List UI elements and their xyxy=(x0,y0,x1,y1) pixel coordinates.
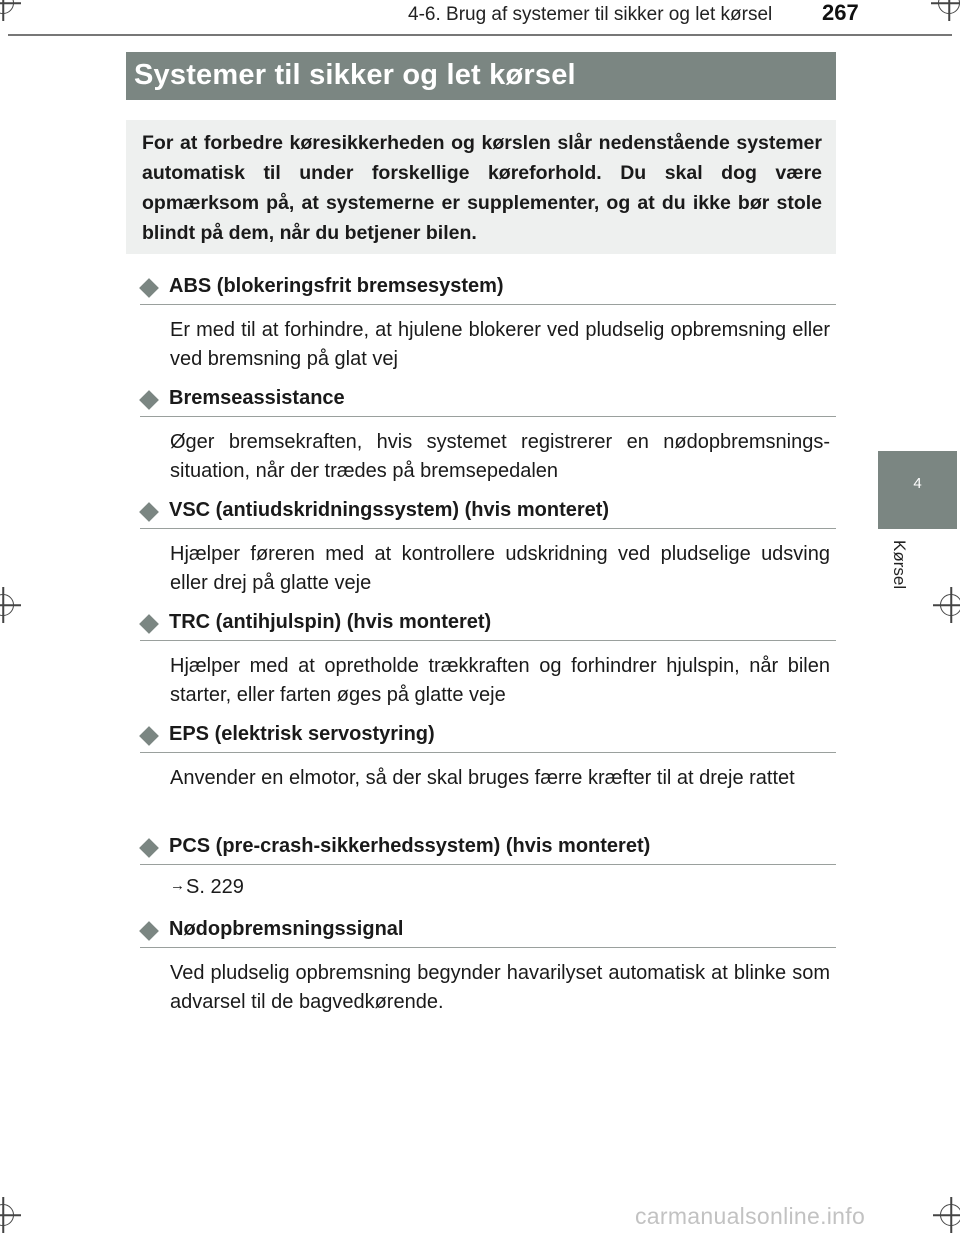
feature-description-brake-assist: Øger bremsekraften, hvis systemet registrerer en nødopbremsnings-situation, når der trædes på bremsepedalen xyxy=(170,431,830,482)
header-divider xyxy=(8,34,952,36)
feature-heading-text: ABS (blokeringsfrit bremsesystem) xyxy=(169,275,504,297)
footer-watermark: carmanualsonline.info xyxy=(635,1203,866,1229)
diamond-icon xyxy=(139,614,159,634)
feature-heading-text: VSC (antiudskridningssystem) (hvis monteret) xyxy=(169,499,610,521)
crop-mark-icon xyxy=(938,0,960,14)
feature-heading-text: PCS (pre-crash-sikkerhedssystem) (hvis monteret) xyxy=(169,835,651,857)
diamond-icon xyxy=(139,278,159,298)
page-number: 267 xyxy=(822,0,859,25)
feature-heading-emergency-signal xyxy=(140,914,836,948)
intro-text: For at forbedre køresikkerheden og kørslen slår nedenstående systemer automatisk til under forskellige køreforhold. Du skal dog være opmærksom på, at systemerne er supplementer, og at du ikke bør stole blindt på dem, når du betjener bilen. xyxy=(142,132,822,244)
feature-heading-text: EPS (elektrisk servostyring) xyxy=(169,723,435,745)
diamond-icon xyxy=(139,502,159,522)
feature-description-vsc: Hjælper føreren med at kontrollere udskridning ved pludselige udsving eller drej på glatte veje xyxy=(170,543,830,594)
feature-description-abs: Er med til at forhindre, at hjulene blokerer ved pludselig opbremsning eller ved bremsning på glat vej xyxy=(170,319,830,370)
feature-heading-text: Bremseassistance xyxy=(169,387,345,409)
feature-description-emergency-signal: Ved pludselig opbremsning begynder havarilyset automatisk at blinke som advarsel til de bagvedkørende. xyxy=(170,962,830,1013)
page-reference-link[interactable] xyxy=(170,876,244,899)
feature-heading-text: Nødopbremsningssignal xyxy=(169,918,404,940)
arrow-right-icon: → xyxy=(170,877,185,894)
section-title: Systemer til sikker og let kørsel xyxy=(126,52,836,100)
feature-heading-vsc xyxy=(140,495,836,529)
feature-heading-brake-assist xyxy=(140,383,836,417)
chapter-title: 4-6. Brug af systemer til sikker og let kørsel xyxy=(408,4,773,25)
feature-heading-abs xyxy=(140,271,836,305)
feature-heading-text: TRC (antihjulspin) (hvis monteret) xyxy=(169,611,492,633)
chapter-tab[interactable]: 4 xyxy=(878,451,957,529)
crop-mark-icon xyxy=(0,594,14,616)
feature-heading-pcs xyxy=(140,831,836,865)
crop-mark-icon xyxy=(0,0,14,14)
feature-heading-trc xyxy=(140,607,836,641)
intro-box xyxy=(126,120,836,254)
feature-description-eps: Anvender en elmotor, så der skal bruges færre kræfter til at dreje rattet xyxy=(170,767,795,789)
page-reference-text: S. 229 xyxy=(186,876,244,898)
diamond-icon xyxy=(139,390,159,410)
crop-mark-icon xyxy=(0,1204,14,1226)
chapter-tab-label: Kørsel xyxy=(890,540,909,590)
feature-description-trc: Hjælper med at opretholde trækkraften og forhindrer hjulspin, når bilen starter, eller farten øges på glatte veje xyxy=(170,655,830,706)
diamond-icon xyxy=(139,726,159,746)
crop-mark-icon xyxy=(940,594,960,616)
diamond-icon xyxy=(139,838,159,858)
feature-heading-eps xyxy=(140,719,836,753)
diamond-icon xyxy=(139,921,159,941)
crop-mark-icon xyxy=(940,1204,960,1226)
